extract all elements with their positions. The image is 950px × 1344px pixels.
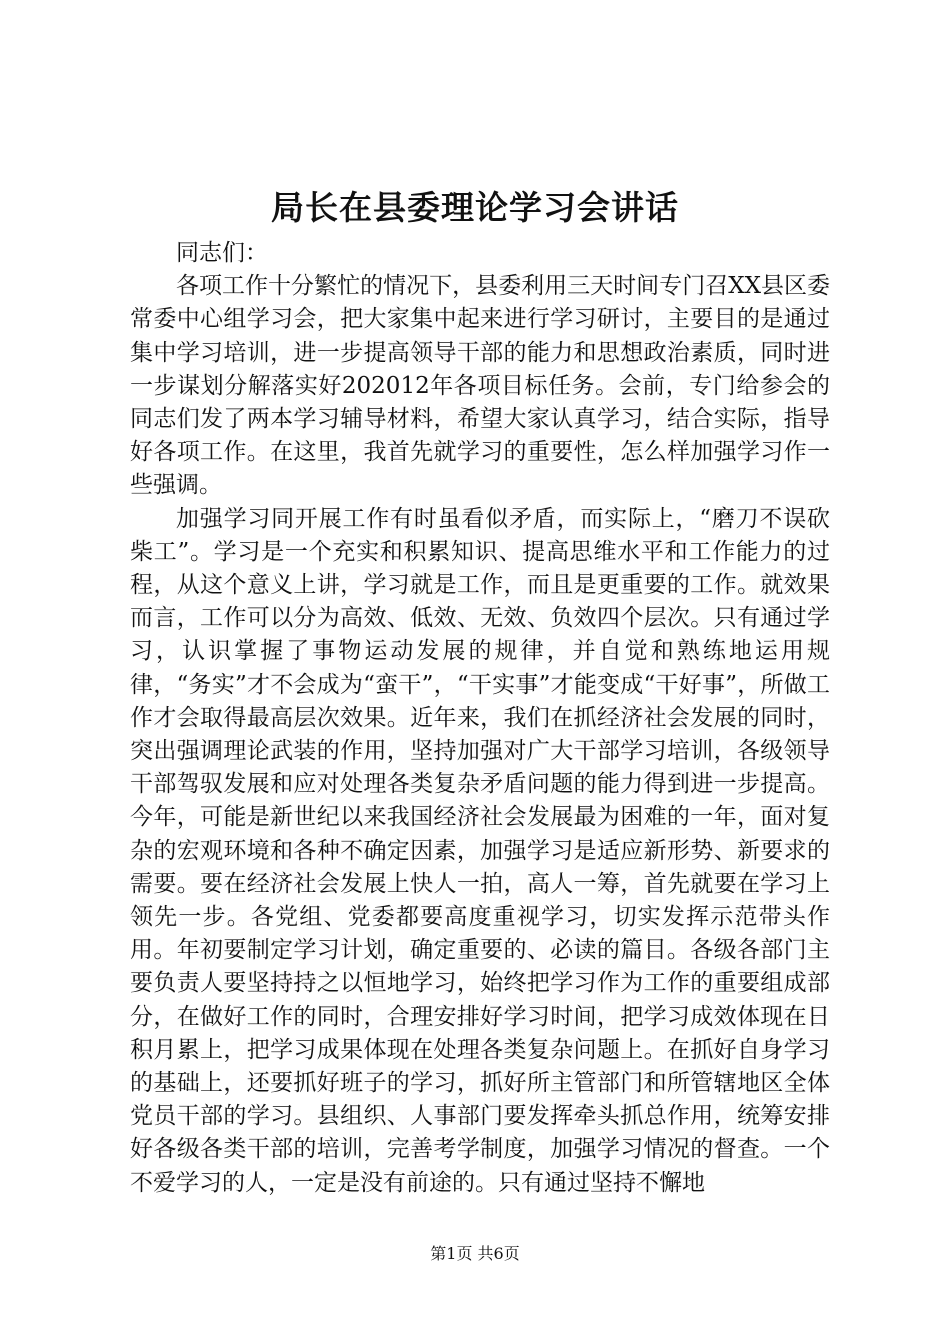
document-title: 局长在县委理论学习会讲话 [271,188,679,227]
paragraph-2: 加强学习同开展工作有时虽看似矛盾，而实际上，“磨刀不误砍柴工”。学习是一个充实和积累知识、提高思维水平和工作能力的过程，从这个意义上讲，学习就是工作，而且是更重要的工作。就效果而言，工作可以分为高效、低效、无效、负效四个层次。只有通过学习，认识掌握了事物运动发展的规律，并自觉和熟练地运用规律，“务实”才不会成为“蛮干”，“干实事”才能变成“干好事”，所做工作才会取得最高层次效果。近年来，我们在抓经济社会发展的同时，突出强调理论武装的作用，坚持加强对广大干部学习培训，各级领导干部驾驭发展和应对处理各类复杂矛盾问题的能力得到进一步提高。今年，可能是新世纪以来我国经济社会发展最为困难的一年，面对复杂的宏观环境和各种不确定因素，加强学习是适应新形势、新要求的需要。要在经济社会发展上快人一拍，高人一筹，首先就要在学习上领先一步。各党组、党委都要高度重视学习，切实发挥示范带头作用。年初要制定学习计划，确定重要的、必读的篇目。各级各部门主要负责人要坚持持之以恒地学习，始终把学习作为工作的重要组成部分，在做好工作的同时，合理安排好学习时间，把学习成效体现在日积月累上，把学习成果体现在处理各类复杂问题上。在抓好自身学习的基础上，还要抓好班子的学习，抓好所主管部门和所管辖地区全体党员干部的学习。县组织、人事部门要发挥牵头抓总作用，统筹安排好各级各类干部的培训，完善考学制度，加强学习情况的督查。一个不爱学习的人，一定是没有前途的。只有通过坚持不懈地 [130,505,830,1196]
paragraph-1: 各项工作十分繁忙的情况下，县委利用三天时间专门召XX县区委常委中心组学习会，把大家集中起来进行学习研讨，主要目的是通过集中学习培训，进一步提高领导干部的能力和思想政治素质，同时进一步谋划分解落实好202012年各项目标任务。会前，专门给参会的同志们发了两本学习辅导材料，希望大家认真学习，结合实际，指导好各项工作。在这里，我首先就学习的重要性，怎么样加强学习作一些强调。 [130,273,830,499]
document-body [130,237,830,1200]
page-number-footer: 第1页 共6页 [430,1244,520,1263]
salutation: 同志们： [176,240,268,266]
